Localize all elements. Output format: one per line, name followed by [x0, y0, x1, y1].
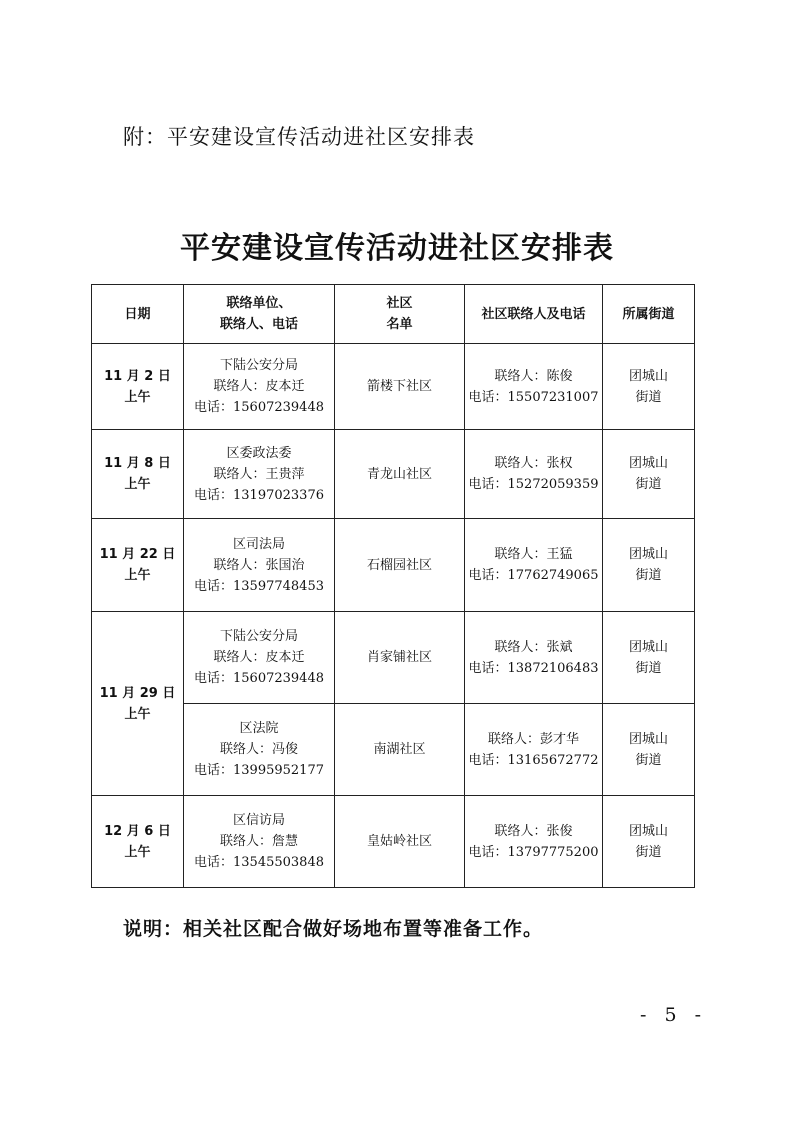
footnote: 说明：相关社区配合做好场地布置等准备工作。	[123, 918, 544, 940]
street-line2: 街道	[635, 568, 662, 583]
street-cell	[603, 344, 695, 430]
community-cell: 箭楼下社区	[335, 344, 465, 430]
unit-name: 区司法局	[232, 536, 285, 552]
page-number: - 5 -	[640, 1004, 708, 1026]
street-line2: 街道	[635, 752, 662, 768]
community-contact: 联络人：张斌	[494, 639, 573, 655]
community-phone: 电话：15272059359	[468, 477, 599, 492]
street-line2: 街道	[635, 477, 662, 492]
street-cell	[603, 430, 695, 519]
street-line1: 团城山	[628, 823, 668, 839]
unit-contact: 联络人：詹慧	[219, 834, 298, 849]
table-header-row	[92, 285, 695, 344]
unit-cell	[184, 430, 335, 519]
date-cell	[92, 344, 184, 430]
community-contact: 联络人：张俊	[494, 823, 573, 839]
header-date: 日期	[92, 285, 184, 344]
unit-contact: 联络人：皮本迁	[213, 650, 305, 665]
date-period: 上午	[124, 568, 151, 583]
street-cell	[603, 704, 695, 796]
date-period: 上午	[124, 844, 151, 860]
street-cell	[603, 612, 695, 704]
unit-phone: 电话：13995952177	[194, 763, 324, 778]
date-cell	[92, 430, 184, 519]
attachment-label: 附：平安建设宣传活动进社区安排表	[123, 125, 475, 149]
street-line1: 团城山	[628, 456, 668, 471]
community-contact-cell	[465, 430, 603, 519]
schedule-table	[91, 284, 695, 888]
community-contact-cell	[465, 519, 603, 612]
community-cell: 皇姑岭社区	[335, 796, 465, 888]
table-row	[92, 430, 695, 519]
header-street: 所属街道	[603, 285, 695, 344]
street-cell	[603, 519, 695, 612]
street-cell	[603, 796, 695, 888]
unit-cell	[184, 612, 335, 704]
unit-contact: 联络人：张国治	[213, 557, 305, 573]
community-contact: 联络人：王猛	[494, 547, 573, 562]
table-row	[92, 344, 695, 430]
street-line2: 街道	[635, 389, 662, 405]
table-row	[92, 796, 695, 888]
street-line2: 街道	[635, 660, 662, 676]
community-contact: 联络人：陈俊	[494, 368, 573, 384]
street-line1: 团城山	[628, 368, 668, 384]
unit-phone: 电话：13197023376	[194, 487, 324, 503]
community-cell: 南湖社区	[335, 704, 465, 796]
unit-phone: 电话：13545503848	[194, 855, 324, 870]
header-community	[335, 285, 465, 344]
date-day: 12 月 6 日	[104, 823, 171, 839]
table-row	[92, 519, 695, 612]
table-row	[92, 612, 695, 704]
date-day: 11 月 29 日	[99, 685, 176, 701]
header-community-line2: 名单	[386, 317, 413, 332]
date-day: 11 月 2 日	[104, 368, 171, 384]
document-title: 平安建设宣传活动进社区安排表	[180, 231, 614, 266]
community-cell: 石榴园社区	[335, 519, 465, 612]
community-cell: 青龙山社区	[335, 430, 465, 519]
community-phone: 电话：13797775200	[468, 844, 599, 860]
date-day: 11 月 8 日	[104, 456, 171, 471]
unit-name: 下陆公安分局	[219, 358, 298, 373]
unit-name: 区委政法委	[226, 445, 292, 461]
unit-name: 区法院	[239, 721, 279, 736]
street-line1: 团城山	[628, 547, 668, 562]
date-cell	[92, 796, 184, 888]
unit-name: 下陆公安分局	[219, 629, 298, 644]
date-period: 上午	[124, 706, 151, 722]
unit-name: 区信访局	[232, 813, 285, 828]
header-unit-line1: 联络单位、	[226, 296, 292, 311]
unit-phone: 电话：15607239448	[194, 671, 324, 686]
community-contact: 联络人：张权	[494, 456, 573, 471]
header-unit-line2: 联络人、电话	[219, 317, 298, 332]
street-line1: 团城山	[628, 639, 668, 655]
community-contact-cell	[465, 612, 603, 704]
unit-contact: 联络人：冯俊	[219, 742, 298, 757]
community-phone: 电话：13872106483	[468, 660, 599, 676]
unit-cell	[184, 519, 335, 612]
community-contact-cell	[465, 796, 603, 888]
street-line1: 团城山	[628, 731, 668, 747]
date-period: 上午	[124, 477, 151, 492]
community-phone: 电话：15507231007	[468, 389, 599, 405]
unit-phone: 电话：13597748453	[194, 578, 324, 594]
date-cell	[92, 612, 184, 796]
date-cell	[92, 519, 184, 612]
unit-cell	[184, 796, 335, 888]
header-community-line1: 社区	[386, 296, 413, 311]
header-contact: 社区联络人及电话	[465, 285, 603, 344]
community-cell: 肖家铺社区	[335, 612, 465, 704]
street-line2: 街道	[635, 844, 662, 860]
date-day: 11 月 22 日	[99, 547, 176, 562]
community-contact-cell	[465, 704, 603, 796]
unit-phone: 电话：15607239448	[194, 400, 324, 415]
unit-cell	[184, 704, 335, 796]
date-period: 上午	[124, 389, 151, 405]
community-phone: 电话：13165672772	[468, 752, 599, 768]
unit-contact: 联络人：皮本迁	[213, 379, 305, 394]
header-unit	[184, 285, 335, 344]
unit-cell	[184, 344, 335, 430]
community-contact: 联络人：彭才华	[487, 731, 579, 747]
community-phone: 电话：17762749065	[468, 568, 599, 583]
unit-contact: 联络人：王贵萍	[213, 466, 305, 482]
community-contact-cell	[465, 344, 603, 430]
